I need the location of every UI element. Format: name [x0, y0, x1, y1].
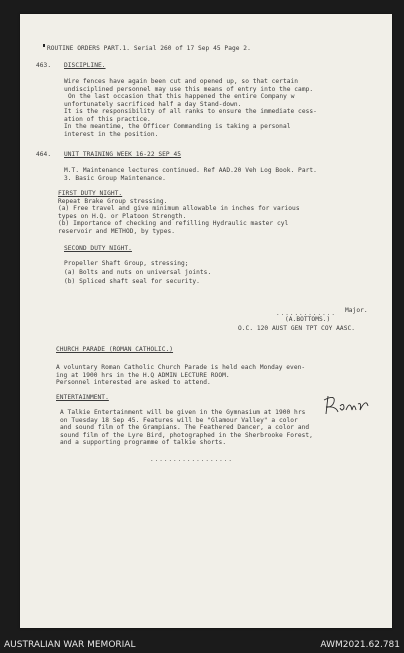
closing-dotted-rule: ..................	[150, 456, 234, 463]
entertainment-line: A Talkie Entertainment will be given in the Gymnasium at 1900 hrs	[60, 409, 306, 416]
signatory-unit: O.C. 120 AUST GEN TPT COY AASC.	[238, 325, 356, 332]
discipline-line: interest in the position.	[64, 130, 159, 138]
section-number-464: 464.	[36, 151, 52, 158]
discipline-line: In the meantime, the Officer Commanding is taking a personal	[64, 123, 291, 130]
signatory-name: (A.BOTTOMS.)	[285, 316, 331, 323]
footer-institution: AUSTRALIAN WAR MEMORIAL	[4, 640, 136, 650]
page-header: ROUTINE ORDERS PART.1. Serial 260 of 17 Sep 45 Page 2.	[47, 45, 251, 52]
church-line: Personnel interested are asked to attend.	[56, 379, 211, 386]
church-line: ing at 1900 hrs in the H.Q ADMIN LECTURE ROOM.	[56, 371, 230, 379]
signature-dotted-line: .............	[276, 310, 336, 317]
discipline-line: It is the responsibility of all ranks to ensure the immediate cess-	[64, 108, 317, 115]
entertainment-line: and a supporting programme of talkie shorts.	[60, 439, 227, 446]
handwritten-signature	[322, 392, 370, 418]
training-line: 3. Basic Group Maintenance.	[64, 174, 166, 182]
footer-reference: AWM2021.62.781	[320, 640, 400, 650]
training-line: M.T. Maintenance lectures continued. Ref AAD.20 Veh Log Book. Part.	[64, 167, 317, 174]
first-duty-night-title: FIRST DUTY NIGHT.	[58, 190, 123, 197]
discipline-line: unfortunately sacrificed half a day Stand-down.	[64, 100, 242, 108]
second-duty-line: (a) Bolts and nuts on universal joints.	[64, 269, 212, 276]
second-duty-line: Propeller Shaft Group, stressing;	[64, 260, 189, 267]
archive-footer-bar	[0, 638, 404, 653]
entertainment-line: sound film of the Lyre Bird, photographed in the Sherbrooke Forest,	[60, 431, 313, 439]
ink-mark	[43, 44, 45, 47]
section-title-unit-training: UNIT TRAINING WEEK 16-22 SEP 45	[64, 151, 182, 158]
entertainment-title: ENTERTAINMENT.	[56, 394, 109, 401]
first-duty-line: types on H.Q. or Platoon Strength.	[58, 212, 187, 220]
signatory-rank: Major.	[345, 307, 368, 314]
discipline-line: undisciplined personnel may use this means of entry into the camp.	[64, 85, 314, 93]
discipline-line: ation of this practice.	[64, 115, 151, 123]
first-duty-line: reservoir and METHOD, by types.	[58, 227, 176, 235]
discipline-line: On the last occasion that this happened the entire Company w	[68, 93, 295, 100]
entertainment-line: and sound film of the Grampians. The Feathered Dancer, a color and	[60, 424, 310, 431]
first-duty-line: (a) Free travel and give minimum allowable in inches for various	[58, 205, 300, 212]
first-duty-line: Repeat Brake Group stressing.	[58, 197, 168, 205]
entertainment-line: on Tuesday 18 Sep 45. Features will be "Glamour Valley" a color	[60, 416, 298, 424]
second-duty-line: (b) Spliced shaft seal for security.	[64, 278, 200, 285]
church-line: A voluntary Roman Catholic Church Parade is held each Monday even-	[56, 364, 306, 371]
first-duty-line: (b) Importance of checking and refilling Hydraulic master cyl	[58, 220, 289, 227]
section-title-discipline: DISCIPLINE.	[64, 62, 106, 69]
discipline-line: Wire fences have again been cut and opened up, so that certain	[64, 78, 299, 85]
second-duty-night-title: SECOND DUTY NIGHT.	[64, 245, 132, 252]
section-number-463: 463.	[36, 62, 52, 69]
church-parade-title: CHURCH PARADE (ROMAN CATHOLIC.)	[56, 346, 174, 353]
